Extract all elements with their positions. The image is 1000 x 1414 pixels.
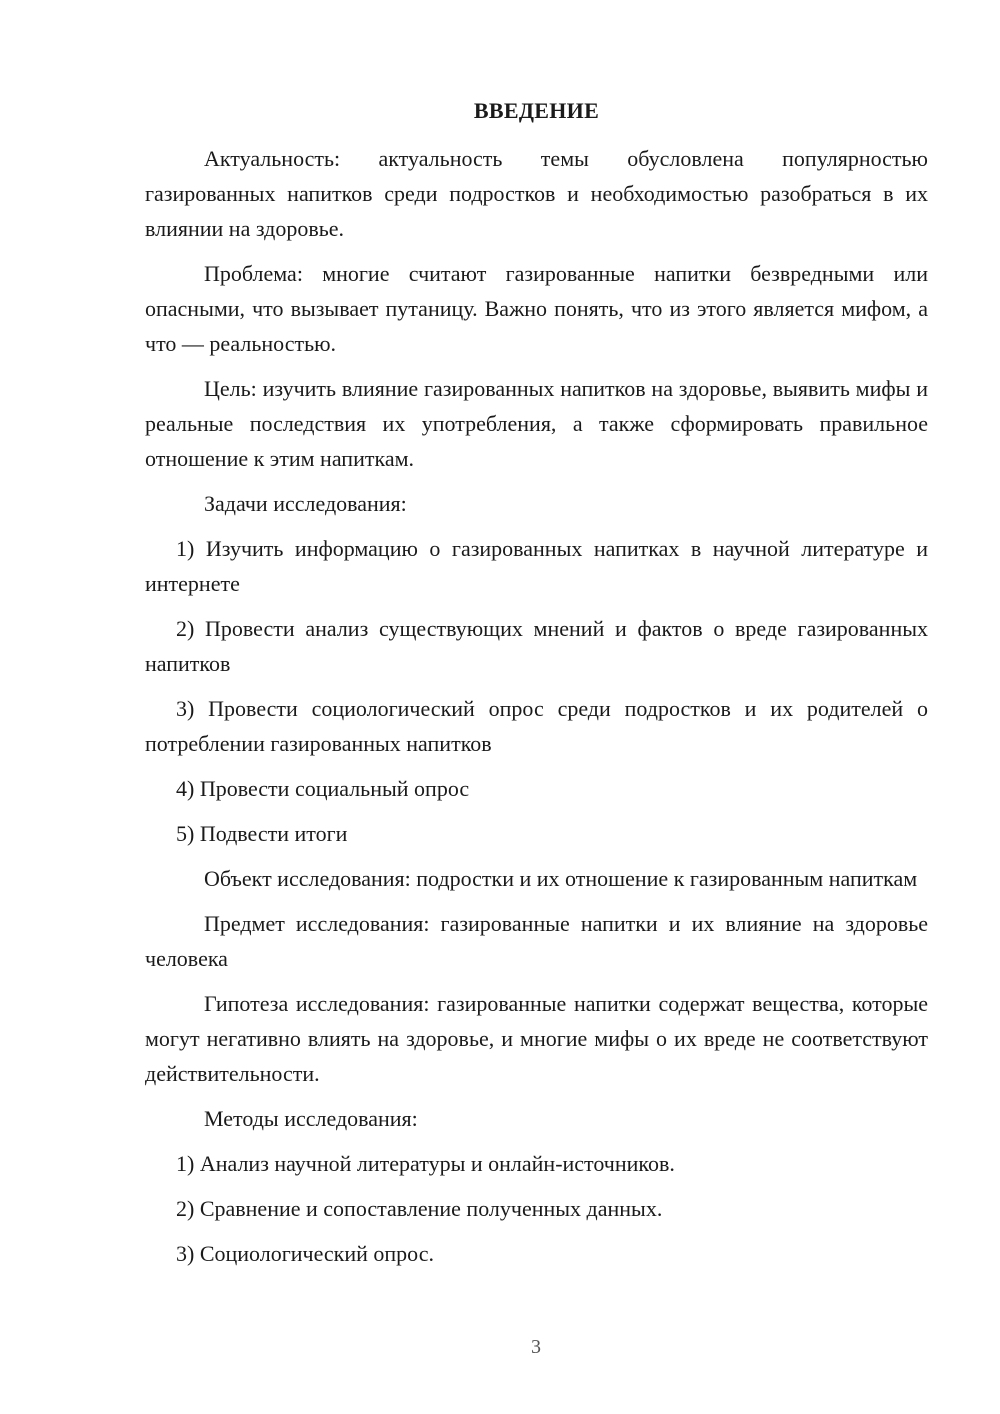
task-item-5: 5) Подвести итоги — [176, 821, 348, 846]
paragraph-tasks-heading: Задачи исследования: — [204, 491, 407, 516]
paragraph-methods-heading: Методы исследования: — [204, 1106, 418, 1131]
method-item-1: 1) Анализ научной литературы и онлайн-источников. — [176, 1151, 675, 1176]
task-item-2: 2) Провести анализ существующих мнений и фактов о вреде газированных напитков — [145, 616, 928, 676]
method-item-2: 2) Сравнение и сопоставление полученных данных. — [176, 1196, 663, 1221]
section-title: ВВЕДЕНИЕ — [473, 98, 600, 123]
task-item-3: 3) Провести социологический опрос среди подростков и их родителей о потреблении газированных напитков — [145, 696, 928, 756]
paragraph-problem: Проблема: многие считают газированные напитки безвредными или опасными, что вызывает путаницу. Важно понять, что из этого является мифом, а что — реальностью. — [145, 261, 928, 356]
paragraph-goal: Цель: изучить влияние газированных напитков на здоровье, выявить мифы и реальные последствия их употребления, а также сформировать правильное отношение к этим напиткам. — [145, 376, 928, 471]
task-item-1: 1) Изучить информацию о газированных напитках в научной литературе и интернете — [145, 536, 928, 596]
paragraph-hypothesis: Гипотеза исследования: газированные напитки содержат вещества, которые могут негативно влиять на здоровье, и многие мифы о их вреде не соответствуют действительности. — [145, 991, 928, 1086]
paragraph-object: Объект исследования: подростки и их отношение к газированным напиткам — [204, 866, 918, 891]
method-item-3: 3) Социологический опрос. — [176, 1241, 434, 1266]
document-body — [145, 141, 928, 1281]
paragraph-relevance: Актуальность: актуальность темы обусловлена популярностью газированных напитков среди подростков и необходимостью разобраться в их влиянии на здоровье. — [145, 146, 928, 241]
page-number: 3 — [531, 1336, 541, 1358]
paragraph-subject: Предмет исследования: газированные напитки и их влияние на здоровье человека — [145, 911, 928, 971]
task-item-4: 4) Провести социальный опрос — [176, 776, 470, 801]
